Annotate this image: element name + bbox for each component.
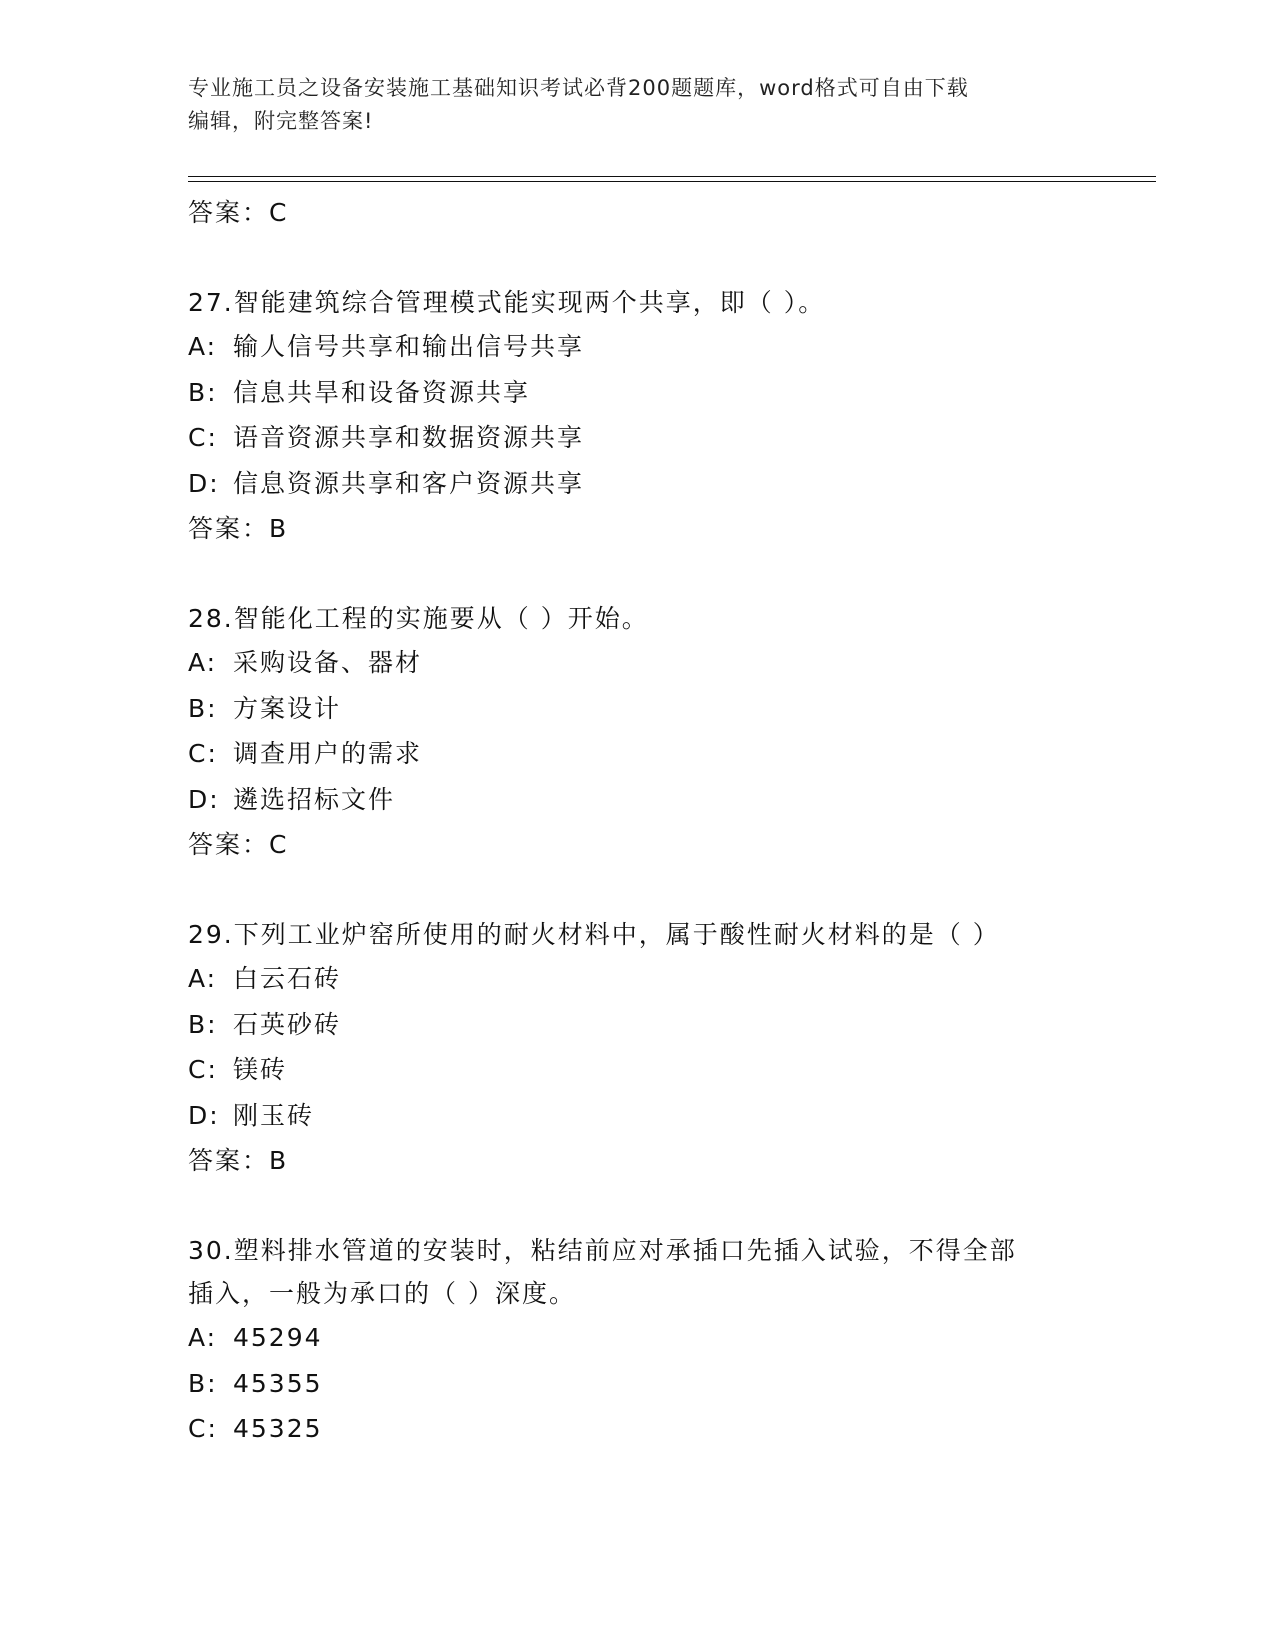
option-key: B: (188, 1009, 218, 1039)
option-text: 语音资源共享和数据资源共享 (233, 423, 585, 452)
option-key: B: (188, 693, 218, 723)
option-text: 45294 (233, 1323, 323, 1352)
option-key: C: (188, 1414, 218, 1443)
option-key: C: (188, 1055, 218, 1084)
option-a (188, 640, 1148, 686)
option-c (188, 1406, 1148, 1452)
option-a (188, 956, 1148, 1002)
question-block (188, 1229, 1148, 1452)
option-text: 输人信号共享和输出信号共享 (233, 332, 585, 361)
option-a (188, 1315, 1148, 1361)
answer-label: 答案：B (188, 1146, 289, 1175)
option-b (188, 1361, 1148, 1407)
option-key: A: (188, 648, 218, 677)
option-key: A: (188, 964, 218, 993)
header-divider-bottom (188, 181, 1156, 182)
document-body (188, 190, 1148, 1452)
option-key: D: (188, 784, 220, 814)
option-text: 采购设备、器材 (233, 648, 423, 677)
header-divider-top (188, 176, 1156, 177)
option-d (188, 777, 1148, 823)
option-text: 信息资源共享和客户资源共享 (233, 468, 585, 498)
option-key: A: (188, 1323, 218, 1352)
question-text: 30.塑料排水管道的安装时，粘结前应对承插口先插入试验，不得全部 (188, 1236, 1017, 1265)
header-line-1: 专业施工员之设备安装施工基础知识考试必背200题题库，word格式可自由下载 (188, 76, 969, 100)
option-text: 45325 (233, 1414, 323, 1443)
document-header (188, 72, 1088, 138)
option-key: C: (188, 423, 218, 452)
option-a (188, 324, 1148, 370)
option-c (188, 731, 1148, 777)
option-key: B: (188, 1368, 218, 1398)
option-b (188, 370, 1148, 416)
question-text-continued: 插入，一般为承口的（ ）深度。 (188, 1279, 576, 1308)
option-key: D: (188, 1100, 220, 1130)
option-text: 方案设计 (233, 693, 342, 723)
option-key: A: (188, 332, 218, 361)
option-text: 调查用户的需求 (233, 739, 423, 768)
question-block (188, 597, 1148, 867)
answer-label: 答案：C (188, 198, 289, 227)
option-d (188, 1093, 1148, 1139)
answer-label: 答案：B (188, 514, 289, 543)
question-text: 27.智能建筑综合管理模式能实现两个共享，即（ ）。 (188, 288, 826, 317)
option-text: 石英砂砖 (233, 1009, 342, 1039)
answer-label: 答案：C (188, 830, 289, 859)
option-key: D: (188, 468, 220, 498)
question-block (188, 913, 1148, 1183)
option-text: 镁砖 (233, 1055, 288, 1084)
option-text: 刚玉砖 (233, 1100, 315, 1130)
option-key: C: (188, 739, 218, 768)
option-b (188, 1002, 1148, 1048)
option-text: 遴选招标文件 (233, 784, 396, 814)
option-text: 信息共旱和设备资源共享 (233, 377, 531, 407)
question-block (188, 281, 1148, 551)
option-c (188, 1047, 1148, 1093)
header-line-2: 编辑，附完整答案! (188, 109, 374, 133)
option-d (188, 461, 1148, 507)
option-text: 45355 (233, 1368, 323, 1398)
option-key: B: (188, 377, 218, 407)
option-c (188, 415, 1148, 461)
option-b (188, 686, 1148, 732)
option-text: 白云石砖 (233, 964, 342, 993)
question-text: 28.智能化工程的实施要从（ ）开始。 (188, 604, 649, 633)
question-text: 29.下列工业炉窑所使用的耐火材料中，属于酸性耐火材料的是（ ） (188, 920, 1000, 949)
